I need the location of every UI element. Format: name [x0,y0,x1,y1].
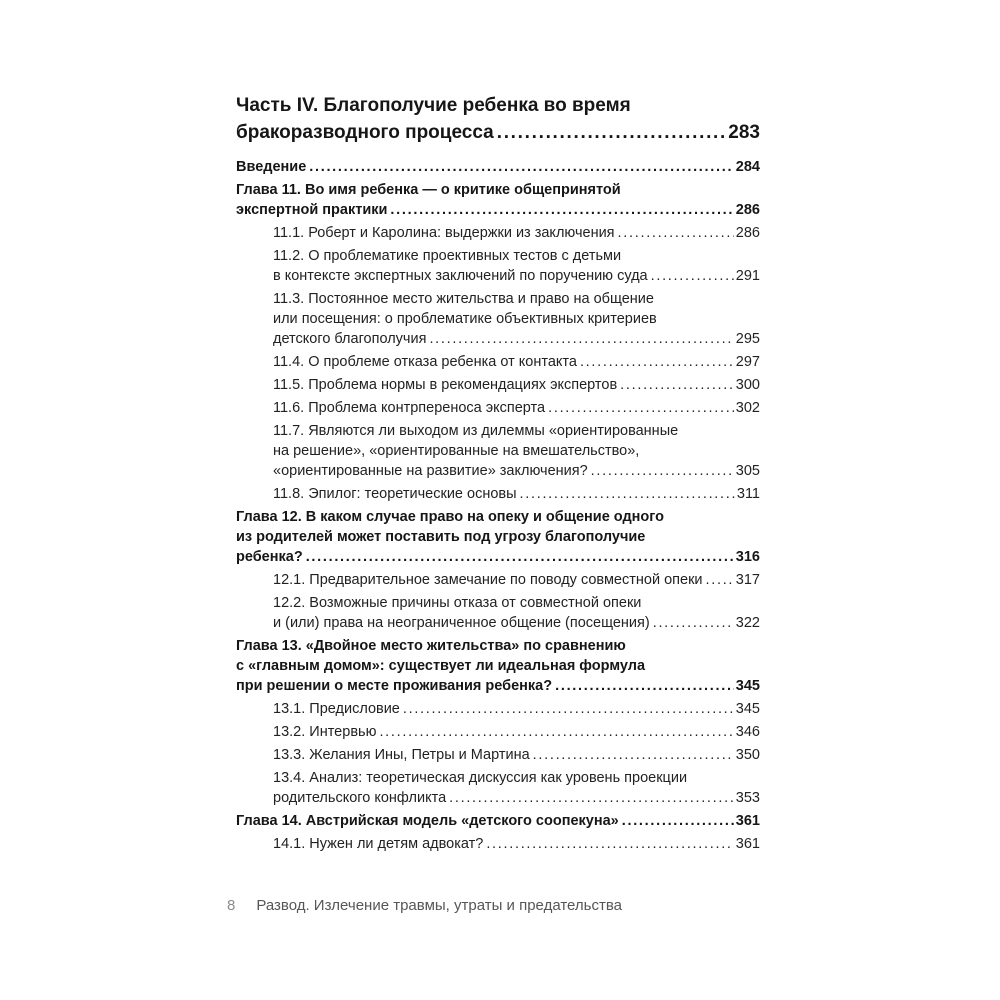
toc-entry-page-number: 311 [736,486,760,502]
toc-entry [236,157,760,177]
toc-entry-line [273,352,760,372]
toc-entry-line [273,266,760,286]
toc-entry-line: из родителей может поставить под угрозу благополучие [236,529,646,545]
toc-entry-line [273,722,760,742]
dot-leader [548,398,734,418]
toc-entry-line [273,745,760,765]
toc-entry-page-number: 286 [735,202,760,218]
dot-leader [520,484,735,504]
toc-entry-line: Глава 13. «Двойное место жительства» по сравнению [236,638,626,654]
dot-leader [653,613,734,633]
toc-entry-line: 11.3. Постоянное место жительства и право на общение [273,291,654,307]
toc-entry-title: 11.5. Проблема нормы в рекомендациях экспертов [273,377,618,393]
toc-entry-line: Глава 12. В каком случае право на опеку и общение одного [236,509,664,525]
toc-entry-page-number: 283 [728,122,760,143]
toc-entry-title: Введение [236,159,307,175]
dot-leader [533,745,734,765]
toc-entry-line [236,547,760,567]
toc-entry-line [236,811,760,831]
dot-leader [651,266,734,286]
toc-entry-title: ребенка? [236,549,303,565]
dot-leader [449,788,734,808]
toc-entry [236,811,760,831]
toc-entry-title: «ориентированные на развитие» заключения? [273,463,588,479]
toc-entry-line [273,699,760,719]
toc-entry-title: детского благополучия [273,331,427,347]
toc-entry-page-number: 305 [735,463,760,479]
dot-leader [403,699,734,719]
toc-entry-line [236,676,760,696]
toc-entry-title: 11.6. Проблема контрпереноса эксперта [273,400,546,416]
toc-entry-title: 12.1. Предварительное замечание по поводу совместной опеки [273,572,703,588]
toc-entry-line [236,157,760,177]
toc-entry-title: 11.8. Эпилог: теоретические основы [273,486,517,502]
toc-entry [236,180,760,220]
page-footer [227,896,622,916]
toc-entry [236,289,760,349]
toc-entry [236,636,760,696]
toc-entry-page-number: 345 [735,678,760,694]
toc-entry-title: 11.1. Роберт и Каролина: выдержки из заключения [273,225,615,241]
dot-leader [306,547,734,567]
toc-entry [236,593,760,633]
toc-entry-page-number: 302 [735,400,760,416]
toc-entry-line: 11.7. Являются ли выходом из дилеммы «ориентированные [273,423,679,439]
toc-entry-page-number: 317 [735,572,760,588]
toc-entries [236,92,760,857]
toc-entry-line: с «главным домом»: существует ли идеальная формула [236,658,646,674]
toc-entry-title: 14.1. Нужен ли детям адвокат? [273,836,484,852]
dot-leader [706,570,734,590]
dot-leader [555,676,734,696]
toc-entry-line [273,398,760,418]
toc-entry-page-number: 361 [735,836,760,852]
toc-entry-line [273,223,760,243]
dot-leader [379,722,733,742]
toc-entry-line: 12.2. Возможные причины отказа от совместной опеки [273,595,642,611]
toc-entry-line: Часть IV. Благополучие ребенка во время [236,95,631,116]
toc-entry-title: экспертной практики [236,202,388,218]
toc-entry-line [236,200,760,220]
toc-entry [236,246,760,286]
toc-entry [236,223,760,243]
toc-entry-line: Глава 11. Во имя ребенка — о критике общепринятой [236,182,621,198]
dot-leader [618,223,734,243]
dot-leader [390,200,733,220]
toc-entry [236,722,760,742]
toc-entry-title: 13.2. Интервью [273,724,377,740]
toc-entry-line [273,834,760,854]
dot-leader [309,157,734,177]
toc-entry-title: 11.4. О проблеме отказа ребенка от контакта [273,354,577,370]
toc-entry-page-number: 316 [735,549,760,565]
toc-entry [236,352,760,372]
toc-entry-page-number: 350 [735,747,760,763]
toc-entry-line [273,570,760,590]
toc-entry-page-number: 361 [735,813,760,829]
dot-leader [486,834,733,854]
toc-entry [236,834,760,854]
toc-entry-title: при решении о месте проживания ребенка? [236,678,553,694]
toc-entry-line [273,484,760,504]
toc-entry-title: в контексте экспертных заключений по поручению суда [273,268,648,284]
toc-entry-title: 13.1. Предисловие [273,701,400,717]
toc-entry-line: 11.2. О проблематике проективных тестов с детьми [273,248,622,264]
dot-leader [620,375,734,395]
toc-entry-title: и (или) права на неограниченное общение (посещения) [273,615,650,631]
dot-leader [580,352,734,372]
toc-entry [236,768,760,808]
toc-entry [236,484,760,504]
toc-entry-title: родительского конфликта [273,790,447,806]
toc-entry [236,745,760,765]
footer-page-number: 8 [227,897,236,914]
footer-running-title: Развод. Излечение травмы, утраты и предательства [256,897,622,914]
toc-entry-page-number: 286 [735,225,760,241]
toc-entry-page-number: 284 [735,159,760,175]
toc-entry-title: бракоразводного процесса [236,122,494,143]
toc-entry-page-number: 291 [735,268,760,284]
toc-entry [236,92,760,146]
toc-entry-page-number: 346 [735,724,760,740]
toc-entry-page-number: 295 [735,331,760,347]
toc-entry-line [273,788,760,808]
toc-entry-line: 13.4. Анализ: теоретическая дискуссия как уровень проекции [273,770,688,786]
toc-entry-line [273,375,760,395]
toc-entry-line [273,461,760,481]
toc-entry-page-number: 297 [735,354,760,370]
toc-entry-line [273,329,760,349]
toc-entry-title: Глава 14. Австрийская модель «детского соопекуна» [236,813,619,829]
dot-leader [429,329,733,349]
toc-entry [236,570,760,590]
toc-entry-page-number: 300 [735,377,760,393]
toc-entry [236,507,760,567]
dot-leader [591,461,734,481]
toc-entry-line [273,613,760,633]
toc-entry-line: на решение», «ориентированные на вмешательство», [273,443,640,459]
dot-leader [622,811,734,831]
toc-entry [236,699,760,719]
toc-entry-page-number: 322 [735,615,760,631]
toc-entry-line [236,119,760,146]
toc-entry [236,375,760,395]
toc-entry-page-number: 353 [735,790,760,806]
toc-entry-page-number: 345 [735,701,760,717]
dot-leader [497,119,727,146]
toc-entry-title: 13.3. Желания Ины, Петры и Мартина [273,747,530,763]
toc-entry [236,421,760,481]
toc-entry [236,398,760,418]
toc-entry-line: или посещения: о проблематике объективных критериев [273,311,657,327]
